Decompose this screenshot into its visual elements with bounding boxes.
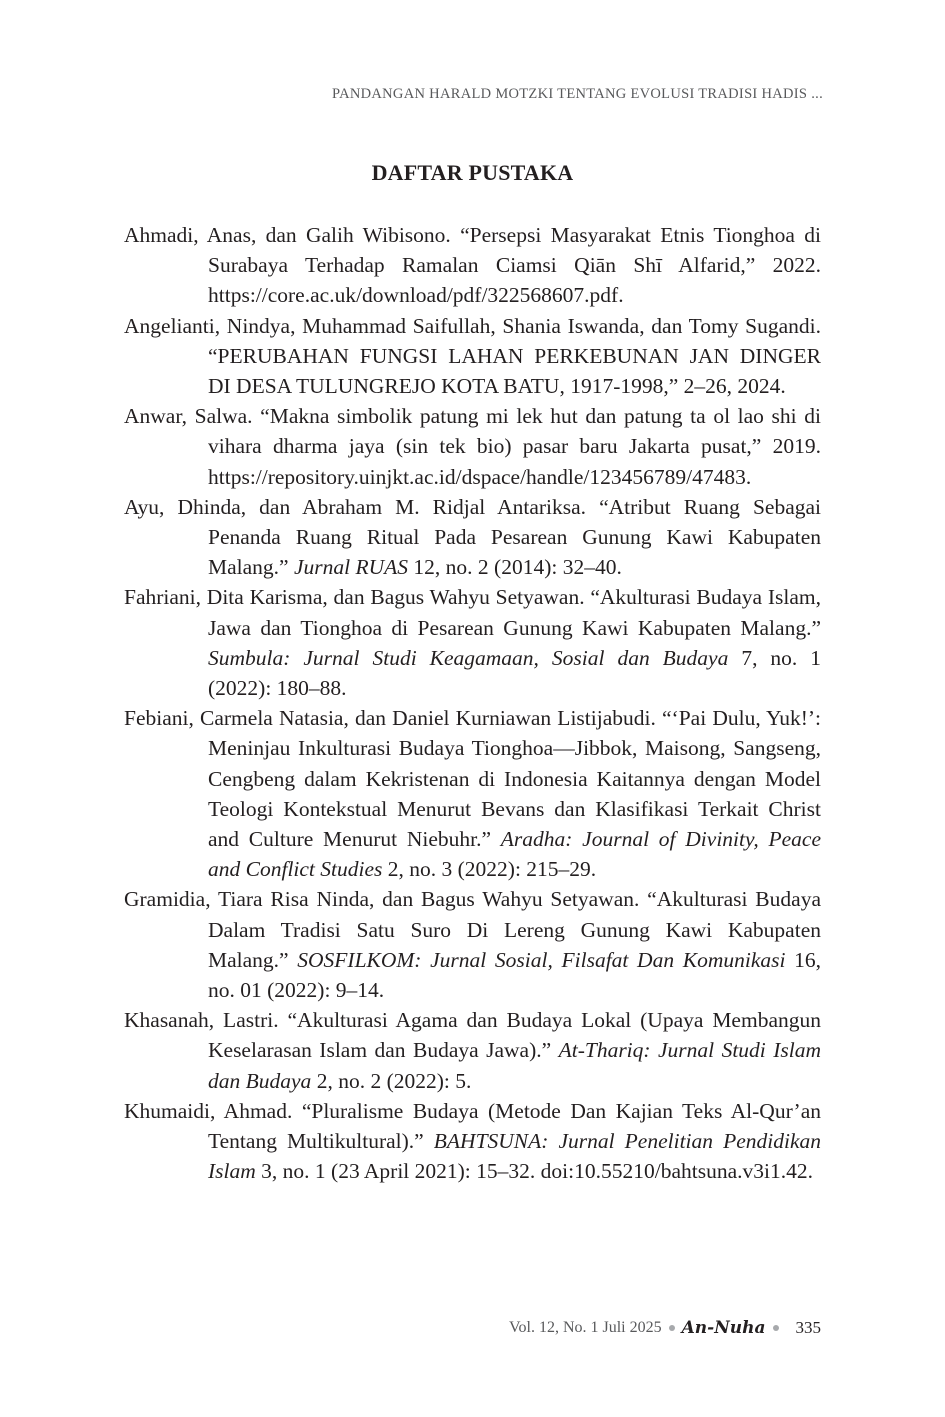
reference-text: Febiani, Carmela Natasia, dan Daniel Kurniawan Listijabudi. “‘Pai Dulu, Yuk!’: Meninjau Inkulturasi Budaya Tionghoa—Jibbok, Maisong, Sangseng, Cengbeng dalam Kekristenan di Indonesia Kaitannya dengan Model Teologi Kontekstual Menurut Bevans dan Klasifikasi Terkait Christ and Culture Menurut Niebuhr.” — [124, 706, 821, 852]
reference-entry — [124, 220, 821, 311]
reference-text: Ahmadi, Anas, dan Galih Wibisono. “Persepsi Masyarakat Etnis Tionghoa di Surabaya Terhadap Ramalan Ciamsi Qiān Shī Alfarid,” 2022. https://core.ac.uk/download/pdf/322568607.pdf. — [124, 223, 821, 308]
reference-source: Sumbula: Jurnal Studi Keagamaan, Sosial dan Budaya — [208, 645, 729, 670]
reference-text: Ayu, Dhinda, dan Abraham M. Ridjal Antariksa. “Atribut Ruang Sebagai Penanda Ruang Ritual Pada Pesarean Gunung Kawi Kabupaten Malang.” — [124, 494, 821, 580]
reference-text: Khumaidi, Ahmad. “Pluralisme Budaya (Metode Dan Kajian Teks Al-Qur’an Tentang Multikultural).” — [124, 1098, 821, 1154]
reference-details: 12, no. 2 (2014): 32–40. — [408, 555, 622, 580]
reference-details: 2, no. 3 (2022): 215–29. — [382, 857, 597, 882]
reference-entry — [124, 582, 821, 703]
reference-entry — [124, 401, 821, 492]
reference-source: Aradha: Journal of Divinity, Peace and Conflict Studies — [208, 827, 821, 882]
volume-info: Vol. 12, No. 1 Juli 2025 — [509, 1319, 662, 1336]
reference-entry — [124, 1005, 821, 1096]
journal-logo: An-Nuha — [681, 1318, 766, 1338]
reference-list — [124, 220, 821, 1187]
running-head: PANDANGAN HARALD MOTZKI TENTANG EVOLUSI TRADISI HADIS ... — [332, 86, 823, 102]
reference-text: Gramidia, Tiara Risa Ninda, dan Bagus Wahyu Setyawan. “Akulturasi Budaya Dalam Tradisi Satu Suro Di Lereng Gunung Kawi Kabupaten Malang.” — [124, 887, 821, 972]
reference-details: 2, no. 2 (2022): 5. — [311, 1068, 472, 1093]
reference-details: 3, no. 1 (23 April 2021): 15–32. doi:10.55210/bahtsuna.v3i1.42. — [255, 1159, 813, 1184]
bullet-dot-icon — [669, 1325, 675, 1331]
bullet-dot-icon — [773, 1325, 779, 1331]
reference-entry — [124, 492, 821, 583]
reference-source: At-Thariq: Jurnal Studi Islam dan Budaya — [208, 1038, 821, 1093]
reference-text: Fahriani, Dita Karisma, dan Bagus Wahyu Setyawan. “Akulturasi Budaya Islam, Jawa dan Tionghoa di Pesarean Gunung Kawi Kabupaten Malang.” — [124, 585, 821, 640]
page-footer — [509, 1318, 821, 1338]
reference-text: Angelianti, Nindya, Muhammad Saifullah, Shania Iswanda, dan Tomy Sugandi. “PERUBAHAN FUNGSI LAHAN PERKEBUNAN JAN DINGER DI DESA TULUNGREJO KOTA BATU, 1917-1998,” 2–26, 2024. — [124, 313, 821, 399]
reference-text: Khasanah, Lastri. “Akulturasi Agama dan Budaya Lokal (Upaya Membangun Keselarasan Islam dan Budaya Jawa).” — [124, 1008, 821, 1063]
reference-source: Jurnal RUAS — [293, 555, 409, 580]
reference-entry — [124, 703, 821, 884]
section-heading: DAFTAR PUSTAKA — [371, 160, 574, 185]
reference-entry — [124, 1096, 821, 1187]
reference-text: Anwar, Salwa. “Makna simbolik patung mi lek hut dan patung ta ol lao shi di vihara dharma jaya (sin tek bio) pasar baru Jakarta pusat,” 2019. https://repository.uinjkt.ac.id/dspace/handle/123456789/47483. — [124, 404, 821, 489]
reference-source: BAHTSUNA: Jurnal Penelitian Pendidikan Islam — [208, 1129, 821, 1184]
reference-details: 7, no. 1 (2022): 180–88. — [208, 645, 822, 701]
reference-entry — [124, 884, 821, 1005]
reference-source: SOSFILKOM: Jurnal Sosial, Filsafat Dan Komunikasi — [297, 947, 786, 972]
reference-entry — [124, 311, 821, 402]
reference-details: 16, no. 01 (2022): 9–14. — [208, 947, 821, 1003]
page-number: 335 — [795, 1318, 821, 1337]
